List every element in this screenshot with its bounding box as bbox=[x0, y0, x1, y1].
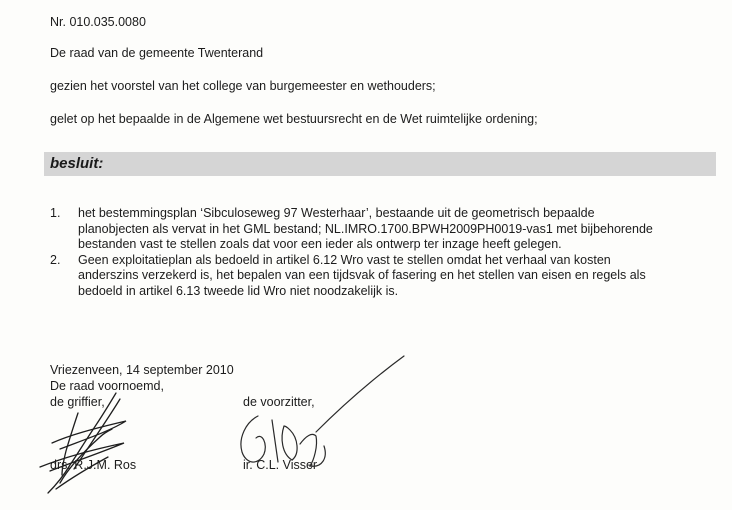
chair-signature bbox=[228, 350, 418, 485]
clerk-name: drs. R.J.M. Ros bbox=[50, 458, 137, 472]
item-line: anderszins verzekerd is, het bepalen van een tijdsvak of fasering en het stellen van eisen en regels als bbox=[78, 268, 646, 282]
council-line: De raad voornoemd, bbox=[50, 379, 164, 393]
decision-item bbox=[50, 253, 710, 300]
clerk-role: de griffier, bbox=[50, 395, 105, 409]
item-number: 2. bbox=[50, 252, 61, 267]
decision-heading-bar bbox=[44, 152, 716, 176]
addressee-line: De raad van de gemeente Twenterand bbox=[50, 46, 264, 60]
clerk-signature bbox=[20, 385, 160, 500]
chair-role: de voorzitter, bbox=[243, 395, 315, 409]
decision-list bbox=[50, 206, 710, 299]
decision-heading: besluit: bbox=[50, 155, 104, 172]
item-line: planobjecten als vervat in het GML bestand; NL.IMRO.1700.BPWH2009PH0019-vas1 met bijbehorende bbox=[78, 221, 653, 236]
item-line: Geen exploitatieplan als bedoeld in artikel 6.12 Wro vast te stellen omdat het verhaal van kosten bbox=[78, 252, 611, 267]
item-line: bedoeld in artikel 6.13 tweede lid Wro niet noodzakelijk is. bbox=[78, 283, 399, 298]
place-date: Vriezenveen, 14 september 2010 bbox=[50, 363, 234, 377]
noting-line: gelet op het bepaalde in de Algemene wet bestuursrecht en de Wet ruimtelijke ordening; bbox=[50, 112, 538, 126]
considering-line: gezien het voorstel van het college van burgemeester en wethouders; bbox=[50, 79, 436, 93]
item-line: het bestemmingsplan ‘Sibculoseweg 97 Westerhaar’, bestaande uit de geometrisch bepaalde bbox=[78, 206, 595, 220]
item-number: 1. bbox=[50, 206, 61, 220]
item-line: bestanden vast te stellen zoals dat voor een ieder als ontwerp ter inzage heeft gelegen. bbox=[78, 237, 562, 251]
chair-name: ir. C.L. Visser bbox=[243, 458, 318, 472]
document-number: Nr. 010.035.0080 bbox=[50, 15, 146, 29]
decision-item bbox=[50, 206, 710, 253]
